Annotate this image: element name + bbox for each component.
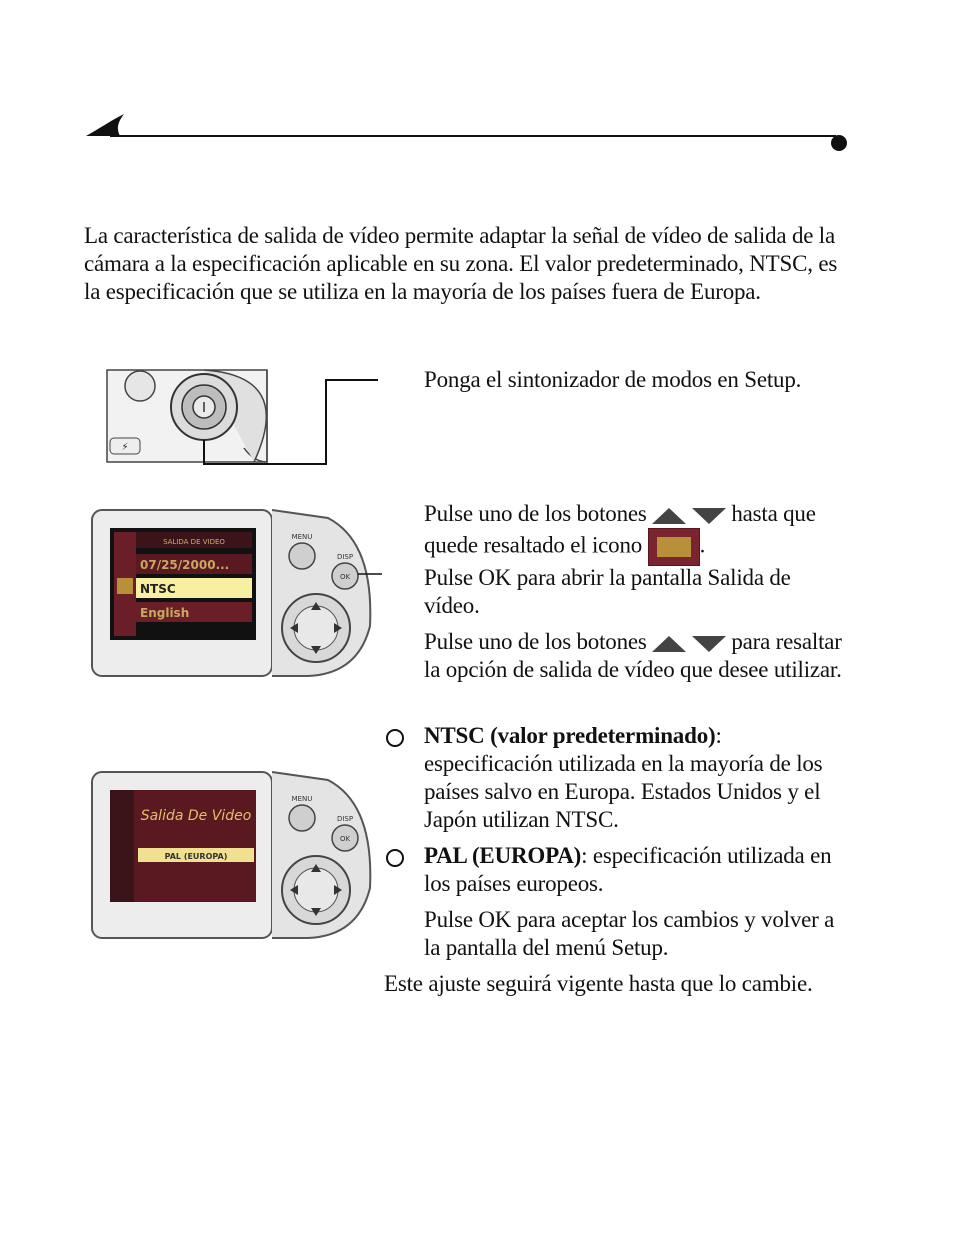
- bullet-pal-icon: [386, 849, 404, 867]
- option-pal-text: : especificación utilizada en los países europeos.: [424, 843, 832, 896]
- bullet-ntsc-icon: [386, 729, 404, 747]
- label-menu: MENU: [291, 533, 313, 541]
- header-rule: [80, 108, 860, 158]
- intro-paragraph: La característica de salida de vídeo permite adaptar la señal de vídeo de salida de la cámara a la especificación aplicable en su zona. El valor predeterminado, NTSC, es la especificación que se utiliza en la mayoría de los países fuera de Europa.: [84, 223, 838, 304]
- option-pal-title: PAL (EUROPA): [424, 843, 582, 868]
- svg-text:⚡: ⚡: [121, 442, 129, 453]
- up-arrow-icon: [652, 508, 686, 524]
- step-2-part1: Pulse uno de los botones: [424, 501, 647, 526]
- label-ok: OK: [339, 573, 351, 581]
- step-2b-text: Pulse OK para abrir la pantalla Salida de vídeo.: [424, 565, 791, 618]
- video-output-icon: [648, 528, 700, 566]
- label-disp-2: DISP: [336, 815, 354, 823]
- down-arrow-icon: [692, 636, 726, 652]
- screen1-row-date: 07/25/2000...: [140, 558, 230, 572]
- step-2-text: [424, 500, 844, 566]
- label-ok-2: OK: [339, 835, 351, 843]
- screen1-row-ntsc: NTSC: [140, 582, 176, 596]
- step-3-part2: para resaltar la opción de salida de vídeo que desee utilizar.: [424, 629, 842, 682]
- note-text: Este ajuste seguirá vigente hasta que lo cambie.: [384, 971, 813, 996]
- screen2-title: Salida De Video: [140, 808, 252, 824]
- option-ntsc-title: NTSC (valor predeterminado): [424, 723, 716, 748]
- step-2-part3: .: [699, 532, 706, 558]
- option-ntsc-text: : especificación utilizada en la mayoría de los países salvo en Europa. Estados Unidos y el Japón utilizan NTSC.: [424, 723, 823, 832]
- camera-video-out-illustration: [88, 768, 384, 944]
- step-1-text: Ponga el sintonizador de modos en Setup.: [424, 367, 802, 392]
- label-disp: DISP: [336, 553, 354, 561]
- option-ntsc: [424, 722, 844, 834]
- mode-dial-illustration: [104, 366, 384, 470]
- screen1-header: SALIDA DE VIDEO: [163, 538, 225, 546]
- camera-menu-illustration: [88, 506, 384, 682]
- down-arrow-icon: [692, 508, 726, 524]
- step-3-part1: Pulse uno de los botones: [424, 629, 647, 654]
- screen1-row-language: English: [140, 606, 190, 620]
- step-3-text: [424, 628, 844, 684]
- screen2-selected: PAL (EUROPA): [164, 852, 228, 861]
- up-arrow-icon: [652, 636, 686, 652]
- label-menu-2: MENU: [291, 795, 313, 803]
- step-4-text: Pulse OK para aceptar los cambios y volver a la pantalla del menú Setup.: [424, 907, 835, 960]
- step-2-part2: hasta que quede resaltado el icono: [424, 501, 816, 558]
- option-pal: [424, 842, 844, 898]
